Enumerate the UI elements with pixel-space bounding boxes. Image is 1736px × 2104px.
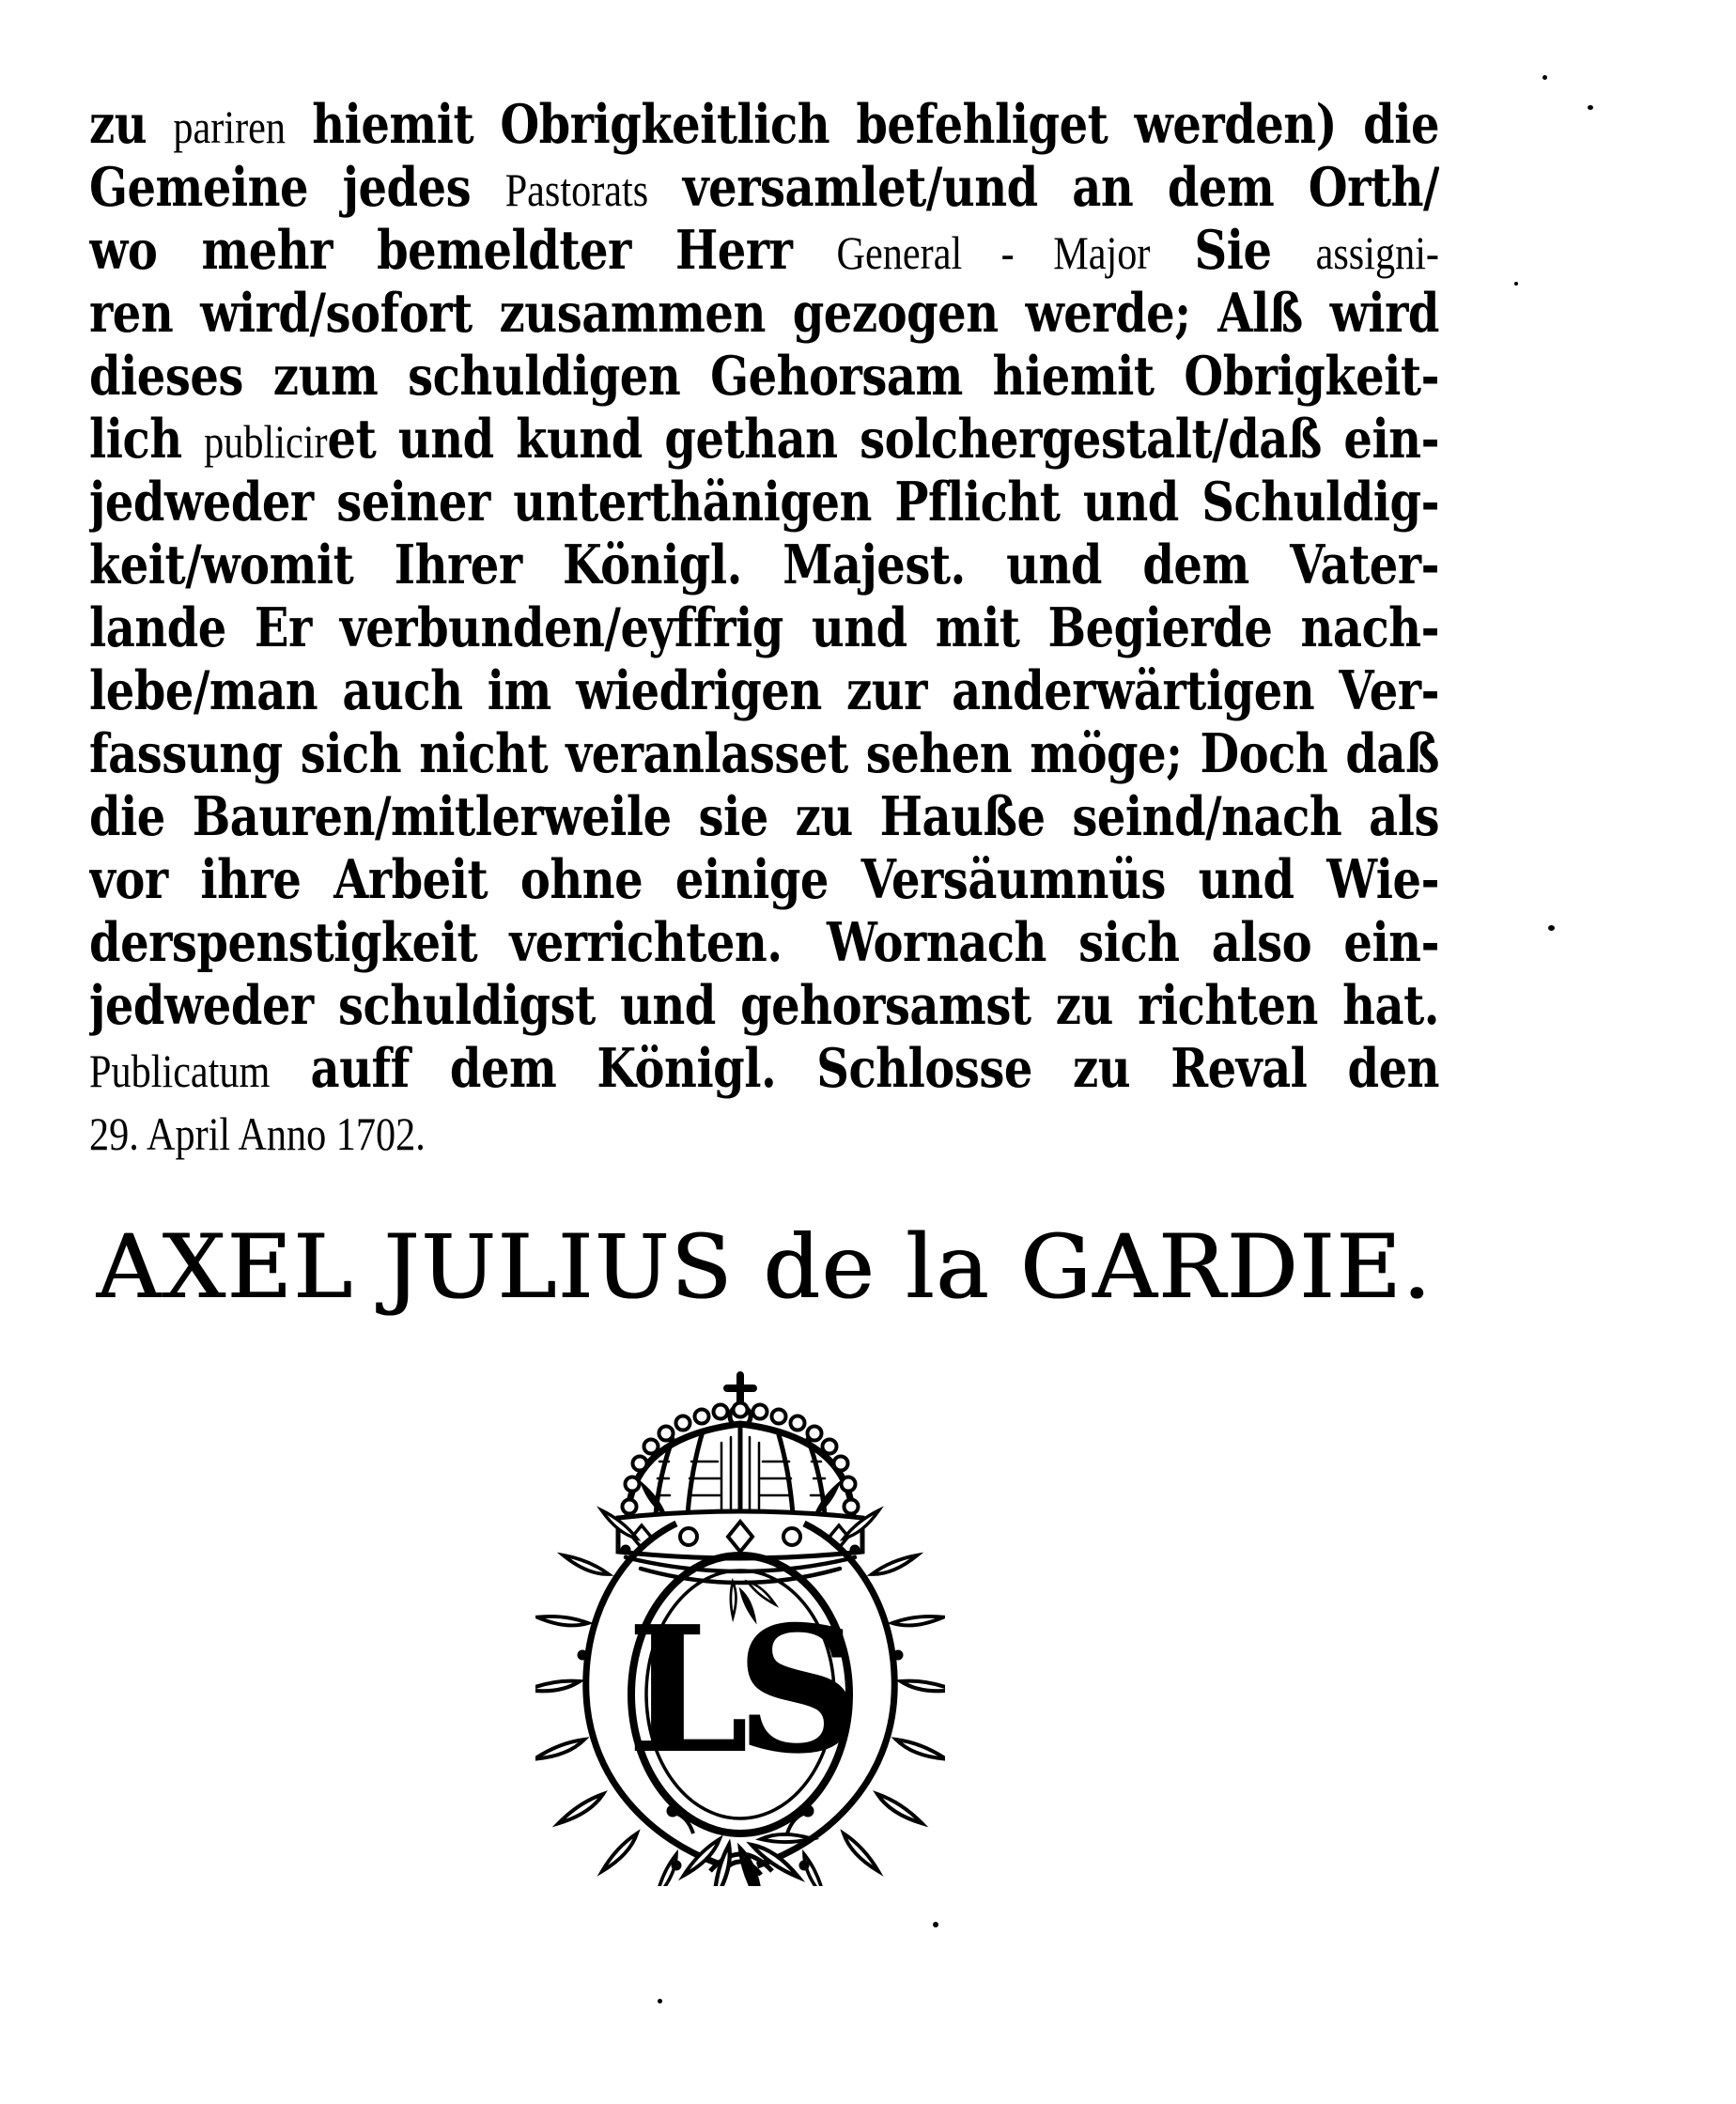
text-segment-fraktur: Sie — [1150, 219, 1316, 282]
ink-speck — [1548, 925, 1555, 931]
text-segment-fraktur: Gemeine jedes — [89, 156, 505, 219]
text-segment-fraktur: zu — [89, 93, 174, 156]
text-segment-fraktur: jedweder seiner unterthänigen Pflicht und Schuldig- — [89, 471, 1439, 534]
text-segment-fraktur: jedweder schuldigst und gehorsamst zu richten hat. — [89, 974, 1439, 1037]
seal-monogram: LS — [627, 1587, 848, 1792]
text-segment-fraktur: fassung sich nicht veranlasset sehen möge; Doch daß — [89, 722, 1439, 785]
text-segment-antiqua: assigni- — [1315, 227, 1439, 280]
text-segment-fraktur: vor ihre Arbeit ohne einige Versäumnüs und Wie- — [89, 848, 1439, 911]
ink-speck — [658, 1999, 662, 2003]
text-segment-antiqua: 29. April Anno 1702. — [89, 1108, 426, 1161]
body-text — [89, 94, 1439, 1164]
text-segment-fraktur: lande Er verbunden/eyffrig und mit Begierde nach- — [89, 596, 1439, 659]
text-segment-antiqua: pariren — [173, 101, 286, 154]
crown-icon — [618, 1375, 862, 1583]
seal-emblem — [535, 1364, 945, 1886]
signature-line: AXEL JULIUS de la GARDIE. — [96, 1216, 1433, 1319]
ink-speck — [1588, 105, 1593, 110]
text-segment-antiqua: publicir — [204, 416, 328, 469]
text-segment-fraktur: versamlet/und an dem Orth/ — [648, 156, 1439, 219]
text-segment-antiqua: Publicatum — [89, 1045, 271, 1098]
ink-speck — [1542, 75, 1547, 80]
text-segment-fraktur: hiemit Obrigkeitlich befehliget werden) die — [286, 93, 1439, 156]
text-segment-antiqua: General - Major — [836, 227, 1151, 280]
text-segment-fraktur: die Bauren/mitlerweile sie zu Hauße seind/nach als — [89, 785, 1439, 848]
text-segment-fraktur: et und kund gethan solchergestalt/daß ein- — [327, 408, 1439, 471]
text-segment-fraktur: wo mehr bemeldter Herr — [89, 219, 837, 282]
ink-speck — [933, 1922, 938, 1927]
text-segment-fraktur: dieses zum schuldigen Gehorsam hiemit Obrigkeit- — [89, 345, 1439, 408]
text-segment-antiqua: Pastorats — [504, 164, 649, 217]
text-segment-fraktur: derspenstigkeit verrichten. Wornach sich also ein- — [89, 911, 1439, 974]
text-segment-fraktur: keit/womit Ihrer Königl. Majest. und dem Vater- — [89, 534, 1439, 596]
text-segment-fraktur: auff dem Königl. Schlosse zu Reval den — [270, 1037, 1439, 1100]
text-line — [89, 1095, 1439, 1169]
text-segment-fraktur: ren wird/sofort zusammen gezogen werde; Alß wird — [89, 282, 1439, 345]
text-segment-fraktur: lebe/man auch im wiedrigen zur anderwärtigen Ver- — [89, 659, 1439, 722]
text-segment-fraktur: lich — [89, 408, 205, 471]
ink-speck — [1514, 282, 1518, 286]
